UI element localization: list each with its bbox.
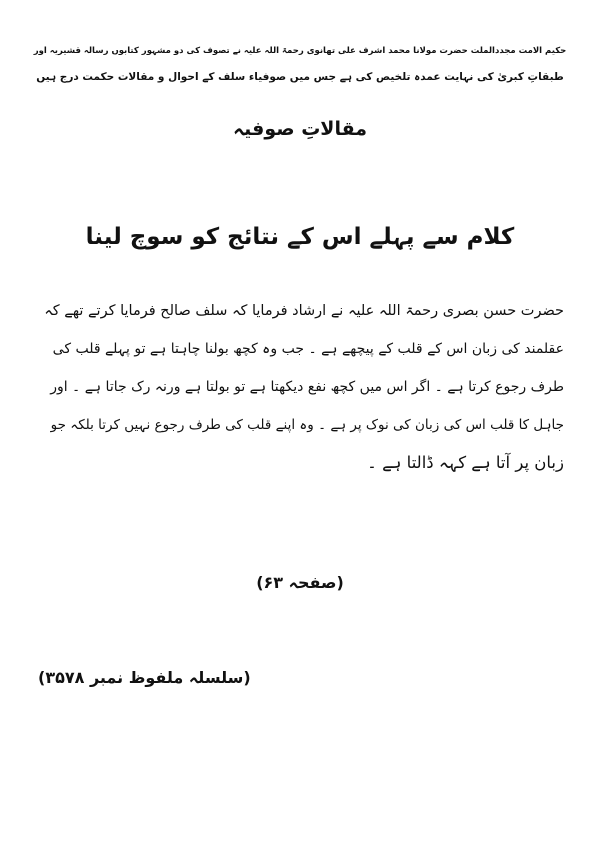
body-line: حضرت حسن بصری رحمۃ اللہ علیہ نے ارشاد فرمایا کہ سلف صالح فرمایا کرتے تھے کہ	[44, 303, 564, 319]
series-reference: (سلسلہ ملفوظ نمبر ۳۵۷۸)	[38, 668, 251, 687]
intro-line: حکیم الامت مجددالملت حضرت مولانا محمد اشرف علی تھانوی رحمۃ اللہ علیہ نے تصوف کی دو مشہور کتابوں رسالہ قشیریہ اور	[33, 46, 567, 56]
intro-line: طبقاتِ کبریٰ کی نہایت عمدہ تلخیص کی ہے جس میں صوفیاء سلف کے احوال و مقالات حکمت درج ہیں	[36, 71, 564, 83]
intro-note	[28, 38, 572, 90]
body-line: عقلمند کی زبان اس کے قلب کے پیچھے ہے ۔ جب وہ کچھ بولنا چاہتا ہے تو پہلے قلب کی	[52, 341, 564, 357]
page-reference: (صفحہ ۶۳)	[256, 573, 344, 592]
body-line: زبان پر آتا ہے کہہ ڈالتا ہے ۔	[367, 453, 564, 472]
body-line: جاہل کا قلب اس کی زبان کی نوک پر ہے ۔ وہ اپنے قلب کی طرف رجوع نہیں کرتا بلکہ جو	[50, 417, 564, 433]
article-title: کلام سے پہلے اس کے نتائج کو سوچ لینا	[85, 224, 515, 250]
article-body	[40, 292, 564, 482]
body-line: طرف رجوع کرتا ہے ۔ اگر اس میں کچھ نفع دیکھتا ہے تو بولتا ہے ورنہ رک جاتا ہے ۔ اور	[50, 379, 564, 395]
section-heading: مقالاتِ صوفیہ	[232, 118, 368, 140]
